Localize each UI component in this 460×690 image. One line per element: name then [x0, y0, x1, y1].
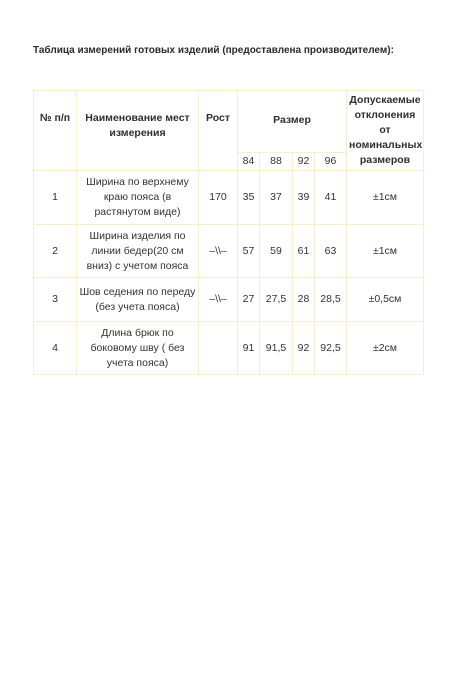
row-value: 41	[315, 171, 347, 225]
row-tolerance: ±1см	[347, 225, 424, 278]
row-value: 39	[293, 171, 315, 225]
row-num: 4	[34, 322, 77, 375]
row-value: 61	[293, 225, 315, 278]
header-tolerance: Допускаемые отклонения от номинальных размеров	[347, 91, 424, 171]
row-value: 91	[238, 322, 260, 375]
row-value: 57	[238, 225, 260, 278]
header-num: № п/п	[34, 91, 77, 171]
row-tolerance: ±2см	[347, 322, 424, 375]
row-value: 28,5	[315, 278, 347, 322]
measurements-table	[33, 90, 424, 375]
row-value: 27	[238, 278, 260, 322]
row-height: 170	[199, 171, 238, 225]
row-value: 59	[260, 225, 293, 278]
header-height: Рост	[199, 91, 238, 171]
row-name: Ширина изделия по линии бедер(20 см вниз) с учетом пояса	[77, 225, 199, 278]
row-num: 2	[34, 225, 77, 278]
row-tolerance: ±1см	[347, 171, 424, 225]
header-name: Наименование мест измерения	[77, 91, 199, 171]
header-row	[34, 91, 424, 153]
row-value: 63	[315, 225, 347, 278]
row-value: 37	[260, 171, 293, 225]
row-height	[199, 322, 238, 375]
size-84: 84	[238, 153, 260, 171]
row-value: 92,5	[315, 322, 347, 375]
row-name: Шов седения по переду (без учета пояса)	[77, 278, 199, 322]
size-96: 96	[315, 153, 347, 171]
row-name: Ширина по верхнему краю пояса (в растянутом виде)	[77, 171, 199, 225]
table-caption: Таблица измерений готовых изделий (предоставлена производителем):	[33, 45, 394, 56]
row-num: 1	[34, 171, 77, 225]
table-row	[34, 225, 424, 278]
row-tolerance: ±0,5см	[347, 278, 424, 322]
row-value: 35	[238, 171, 260, 225]
row-name: Длина брюк по боковому шву ( без учета пояса)	[77, 322, 199, 375]
row-height: –\\–	[199, 278, 238, 322]
row-height: –\\–	[199, 225, 238, 278]
size-88: 88	[260, 153, 293, 171]
size-92: 92	[293, 153, 315, 171]
table-row	[34, 322, 424, 375]
table-row	[34, 278, 424, 322]
table-row	[34, 171, 424, 225]
row-value: 28	[293, 278, 315, 322]
row-num: 3	[34, 278, 77, 322]
row-value: 27,5	[260, 278, 293, 322]
header-size: Размер	[238, 91, 347, 153]
row-value: 91,5	[260, 322, 293, 375]
row-value: 92	[293, 322, 315, 375]
